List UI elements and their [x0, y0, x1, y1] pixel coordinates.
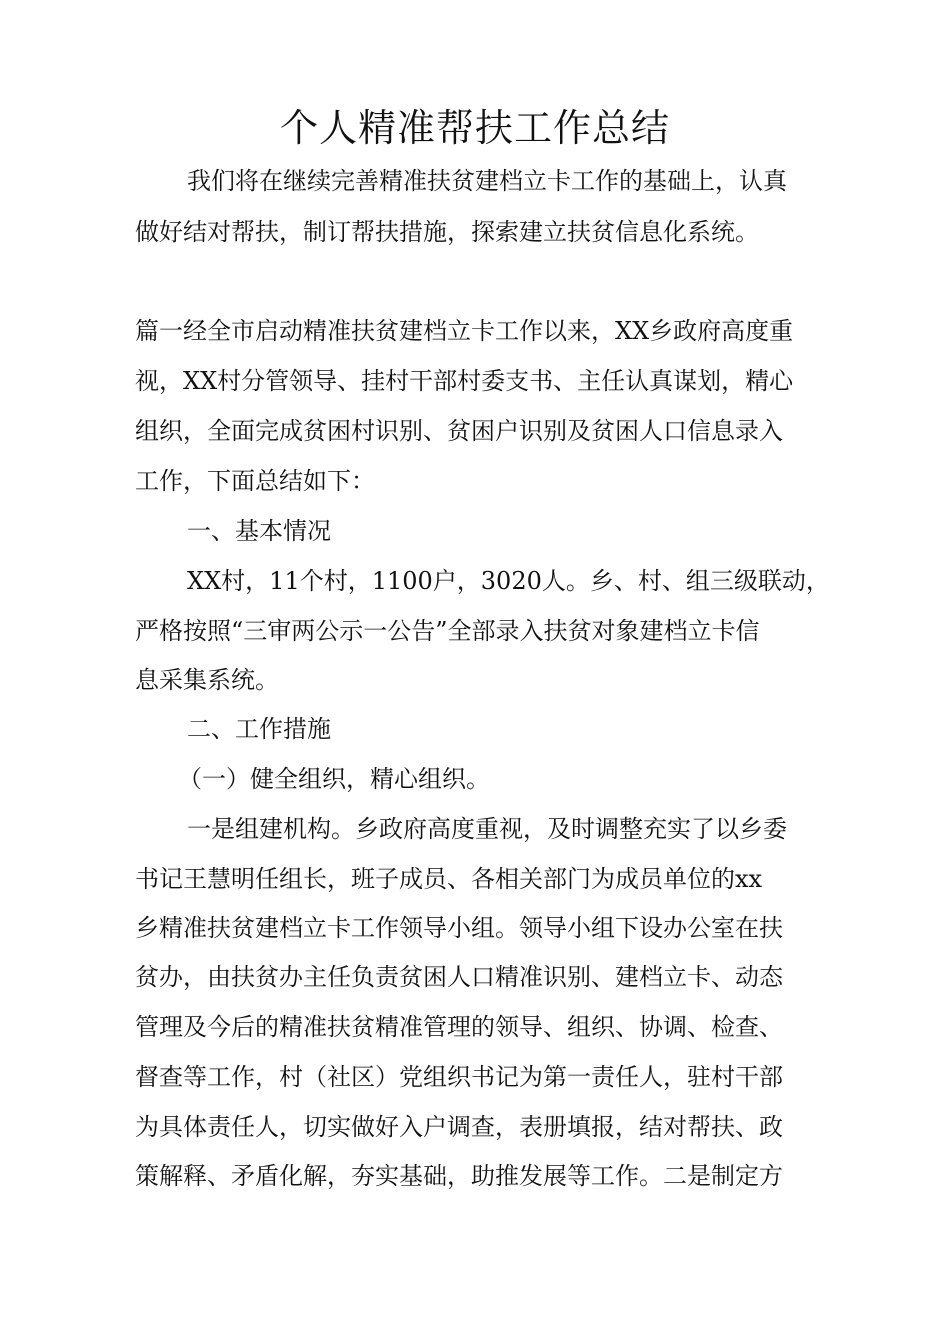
para2-line-1: XX村，11个村，1100户，3020人。乡、村、组三级联动，: [187, 567, 830, 595]
subheading-organization: （一）健全组织，精心组织。: [178, 765, 490, 793]
para3-line-7: 为具体责任人，切实做好入户调查，表册填报，结对帮扶、政: [135, 1113, 783, 1141]
para1-line-4: 工作，下面总结如下：: [135, 467, 375, 495]
para1-line-2: 视，XX村分管领导、挂村干部村委支书、主任认真谋划，精心: [135, 367, 794, 395]
intro-line-2: 做好结对帮扶，制订帮扶措施，探索建立扶贫信息化系统。: [135, 218, 759, 246]
section-heading-measures: 二、工作措施: [187, 715, 331, 743]
document-title: 个人精准帮扶工作总结: [279, 106, 670, 150]
para3-line-1: 一是组建机构。乡政府高度重视，及时调整充实了以乡委: [187, 815, 787, 843]
intro-line-1: 我们将在继续完善精准扶贫建档立卡工作的基础上，认真: [187, 167, 787, 195]
para1-line-3: 组织，全面完成贫困村识别、贫困户识别及贫困人口信息录入: [135, 417, 783, 445]
section-heading-basic: 一、基本情况: [187, 517, 331, 545]
para3-line-2: 书记王慧明任组长，班子成员、各相关部门为成员单位的xx: [135, 865, 763, 893]
para3-line-3: 乡精准扶贫建档立卡工作领导小组。领导小组下设办公室在扶: [135, 914, 783, 942]
para2-line-2: 严格按照“三审两公示一公告”全部录入扶贫对象建档立卡信: [135, 617, 760, 645]
para3-line-4: 贫办，由扶贫办主任负责贫困人口精准识别、建档立卡、动态: [135, 963, 783, 991]
para3-line-8: 策解释、矛盾化解，夯实基础，助推发展等工作。二是制定方: [135, 1162, 783, 1190]
para2-line-3: 息采集系统。: [135, 666, 279, 694]
para3-line-6: 督查等工作，村（社区）党组织书记为第一责任人，驻村干部: [135, 1063, 783, 1091]
para1-line-1: 篇一经全市启动精准扶贫建档立卡工作以来，XX乡政府高度重: [135, 317, 794, 345]
para3-line-5: 管理及今后的精准扶贫精准管理的领导、组织、协调、检查、: [135, 1013, 783, 1041]
